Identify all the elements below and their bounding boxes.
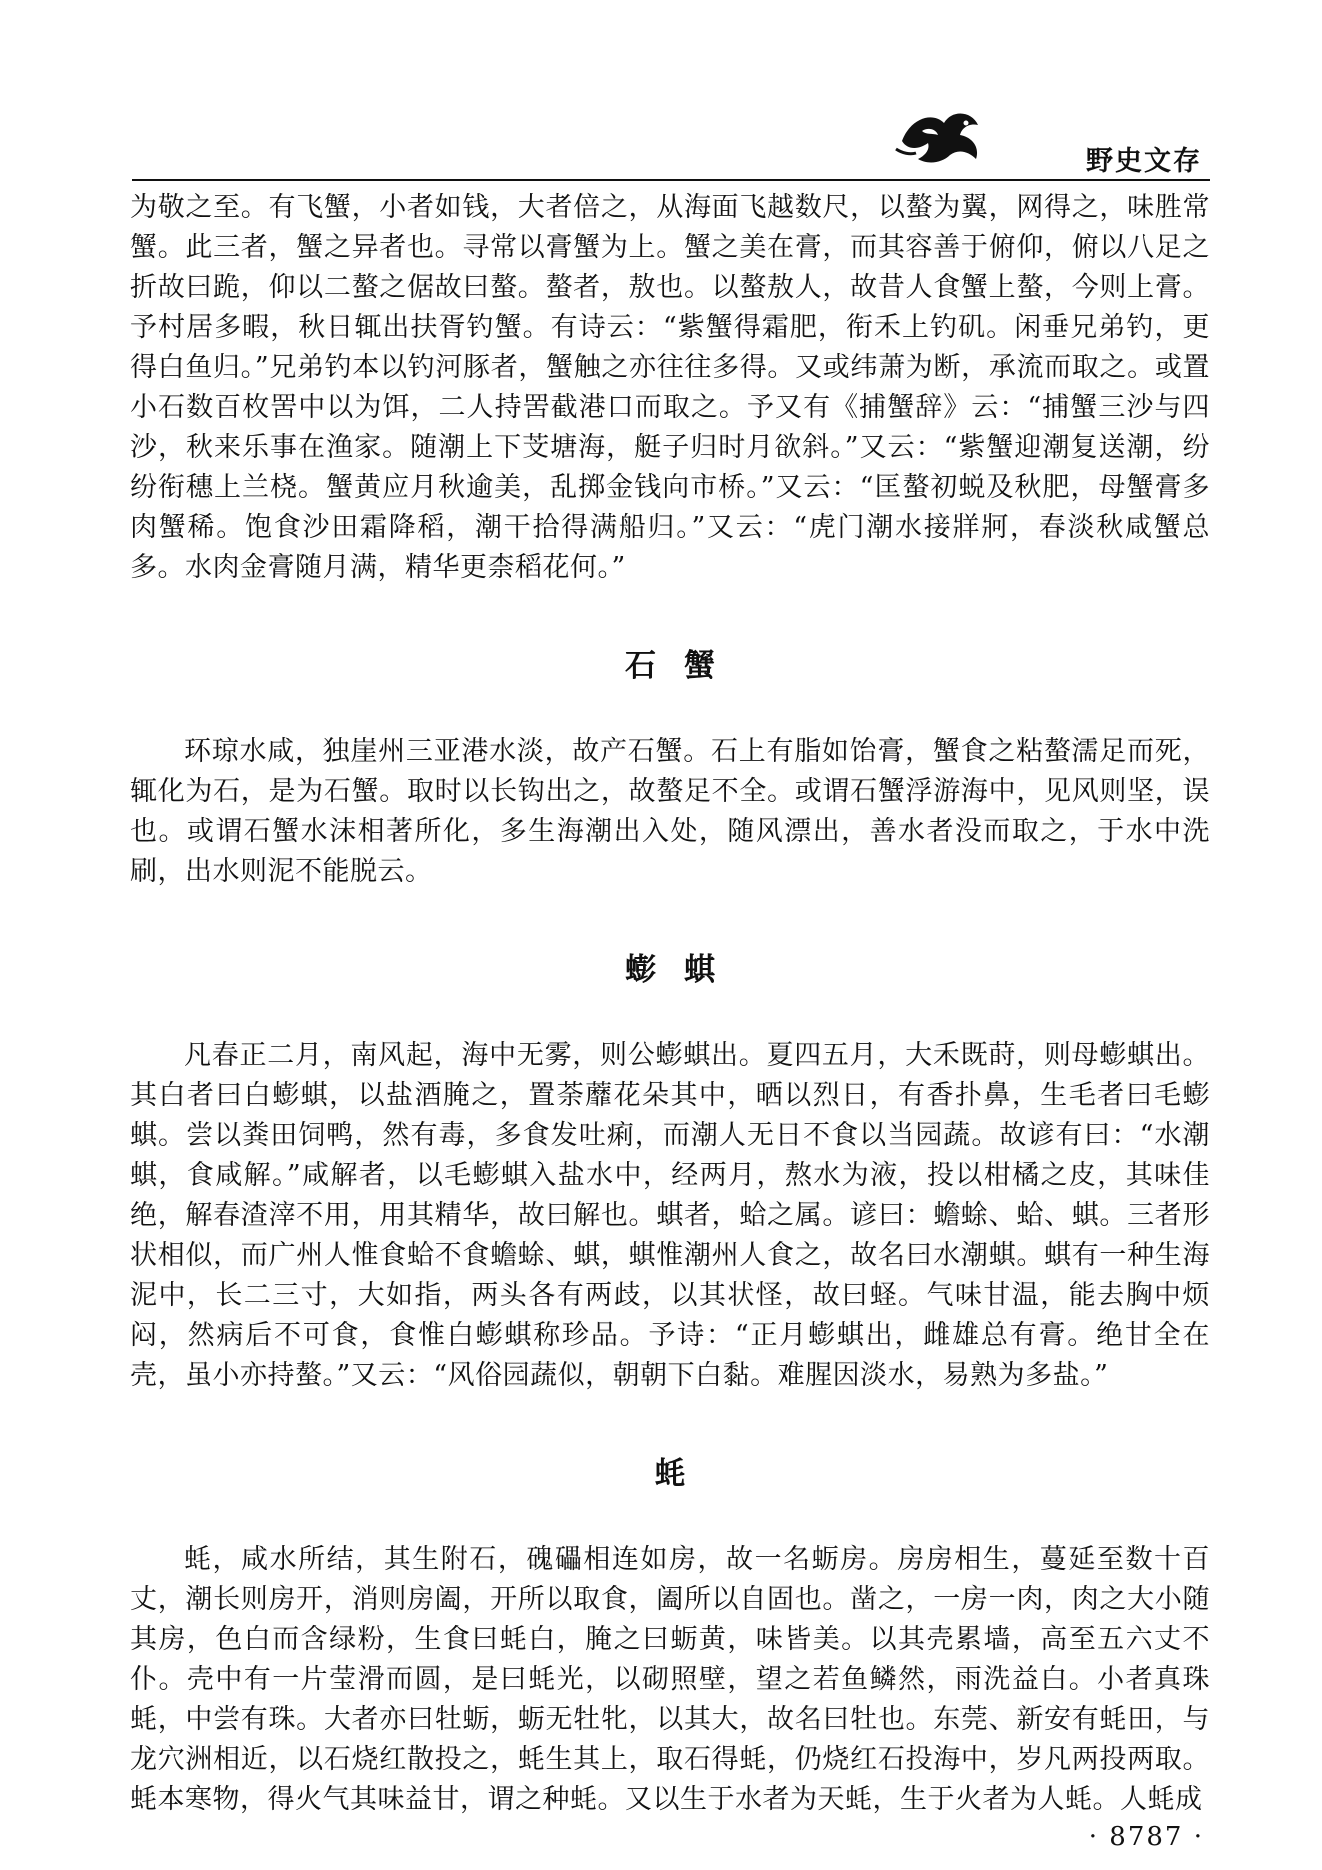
- page-number: · 8787 ·: [1088, 1822, 1204, 1852]
- section-paragraph-shi-xie: 环琼水咸，独崖州三亚港水淡，故产石蟹。石上有脂如饴膏，蟹食之粘螯濡足而死，辄化为石，是为石蟹。取时以长钩出之，故螯足不全。或谓石蟹浮游海中，见风则坚，误也。或谓石蟹水沫相著所化，多生海潮出入处，随风漂出，善水者没而取之，于水中洗刷，出水则泥不能脱云。: [130, 736, 1210, 887]
- section-paragraph-peng-qi: 凡春正二月，南风起，海中无雾，则公蟛蜞出。夏四五月，大禾既莳，则母蟛蜞出。其白者曰白蟛蜞，以盐酒腌之，置荼蘼花朵其中，晒以烈日，有香扑鼻，生毛者曰毛蟛蜞。尝以粪田饲鸭，然有毒，多食发吐痢，而潮人无日不食以当园蔬。故谚有曰：“水潮蜞，食咸解。”咸解者，以毛蟛蜞入盐水中，经两月，熬水为液，投以柑橘之皮，其味佳绝，解春渣滓不用，用其精华，故曰解也。蜞者，蛤之属。谚曰：蟾蜍、蛤、蜞。三者形状相似，而广州人惟食蛤不食蟾蜍、蜞，蜞惟潮州人食之，故名曰水潮蜞。蜞有一种生海泥中，长二三寸，大如指，两头各有两歧，以其状怪，故曰蛏。气味甘温，能去胸中烦闷，然病后不可食，食惟白蟛蜞称珍品。予诗：“正月蟛蜞出，雌雄总有膏。绝甘全在壳，虽小亦持螯。”又云：“风俗园蔬似，朝朝下白黏。难腥因淡水，易熟为多盐。”: [130, 1040, 1210, 1391]
- section-title-shi-xie: 石蟹: [625, 648, 743, 684]
- intro-paragraph: 为敬之至。有飞蟹，小者如钱，大者倍之，从海面飞越数尺，以螯为翼，网得之，味胜常蟹。此三者，蟹之异者也。寻常以膏蟹为上。蟹之美在膏，而其容善于俯仰，俯以八足之折故曰跪，仰以二螯之倨故曰螯。螯者，敖也。以螯敖人，故昔人食蟹上螯，今则上膏。予村居多暇，秋日辄出扶胥钓蟹。有诗云：“紫蟹得霜肥，衔禾上钓矶。闲垂兄弟钓，更得白鱼归。”兄弟钓本以钓河豚者，蟹触之亦往往多得。又或纬萧为断，承流而取之。或置小石数百枚罟中以为饵，二人持罟截港口而取之。予又有《捕蟹辞》云：“捕蟹三沙与四沙，秋来乐事在渔家。随潮上下芠塘海，艇子归时月欲斜。”又云：“紫蟹迎潮复送潮，纷纷衔穗上兰桡。蟹黄应月秋逾美，乱掷金钱向市桥。”又云：“匡螯初蜕及秋肥，母蟹膏多肉蟹稀。饱食沙田霜降稻，潮干拾得满船归。”又云：“虎门潮水接牂牁，春淡秋咸蟹总多。水肉金膏随月满，精华更柰稻花何。”: [130, 192, 1210, 583]
- series-title: 野史文存: [1086, 146, 1202, 177]
- section-paragraph-hao: 蚝，咸水所结，其生附石，磈礧相连如房，故一名蛎房。房房相生，蔓延至数十百丈，潮长则房开，消则房阖，开所以取食，阖所以自固也。凿之，一房一肉，肉之大小随其房，色白而含绿粉，生食曰蚝白，腌之曰蛎黄，味皆美。以其壳累墙，高至五六丈不仆。壳中有一片莹滑而圆，是曰蚝光，以砌照壁，望之若鱼鳞然，雨洗益白。小者真珠蚝，中尝有珠。大者亦曰牡蛎，蛎无牡牝，以其大，故名曰牡也。东莞、新安有蚝田，与龙穴洲相近，以石烧红散投之，蚝生其上，取石得蚝，仍烧红石投海中，岁凡两投两取。蚝本寒物，得火气其味益甘，谓之种蚝。又以生于水者为天蚝，生于火者为人蚝。人蚝成: [130, 1544, 1210, 1815]
- section-title-hao: 蚝: [654, 1456, 714, 1492]
- header-rule: [132, 179, 1210, 181]
- dragon-logo-icon: [892, 101, 988, 171]
- page-header: [132, 95, 1210, 181]
- section-title-peng-qi: 蟛蜞: [625, 952, 743, 988]
- page-content: [130, 188, 1210, 1820]
